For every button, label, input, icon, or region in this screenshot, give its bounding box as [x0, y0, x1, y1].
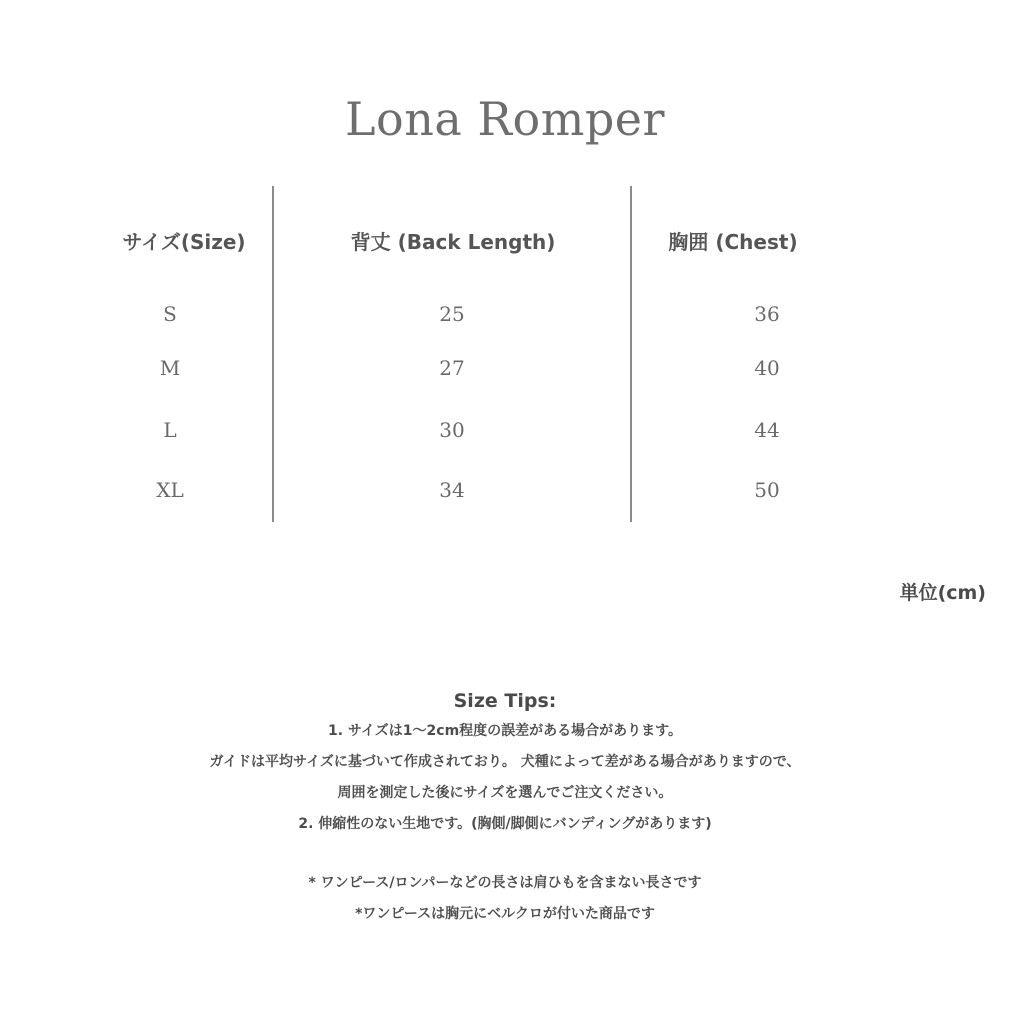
cell-chest: 40: [754, 356, 780, 380]
tip-line: 1. サイズは1～2cm程度の誤差がある場合があります。: [327, 723, 683, 739]
header-chest: 胸囲 (Chest): [668, 230, 798, 254]
tip-line: ガイドは平均サイズに基づいて作成されており。 犬種によって差がある場合がありますので、: [209, 754, 801, 770]
tip-note: *ワンピースは胸元にベルクロが付いた商品です: [355, 906, 655, 922]
cell-chest: 44: [754, 418, 780, 442]
size-tips-title: Size Tips:: [453, 690, 557, 712]
unit-label: 単位(cm): [899, 582, 986, 604]
table-divider-right: [630, 186, 632, 522]
header-size: サイズ(Size): [122, 230, 246, 254]
size-tips: [0, 686, 1010, 930]
cell-back-length: 30: [439, 418, 465, 442]
cell-back-length: 25: [439, 302, 465, 326]
cell-back-length: 34: [439, 478, 465, 502]
table-divider-left: [272, 186, 274, 522]
cell-size: L: [163, 418, 177, 442]
tip-spacer: [0, 840, 1010, 868]
header-back-length: 背丈 (Back Length): [350, 230, 556, 254]
cell-chest: 36: [754, 302, 780, 326]
cell-chest: 50: [754, 478, 780, 502]
product-title: Lona Romper: [344, 92, 666, 146]
cell-size: S: [163, 302, 177, 326]
tip-line: 周囲を測定した後にサイズを選んでご注文ください。: [337, 785, 673, 801]
cell-size: M: [159, 356, 181, 380]
tip-note: * ワンピース/ロンパーなどの長さは肩ひもを含まない長さです: [308, 875, 702, 891]
tip-line: 2. 伸縮性のない生地です。(胸側/脚側にバンディングがあります): [298, 816, 712, 832]
cell-back-length: 27: [439, 356, 465, 380]
cell-size: XL: [156, 478, 184, 502]
